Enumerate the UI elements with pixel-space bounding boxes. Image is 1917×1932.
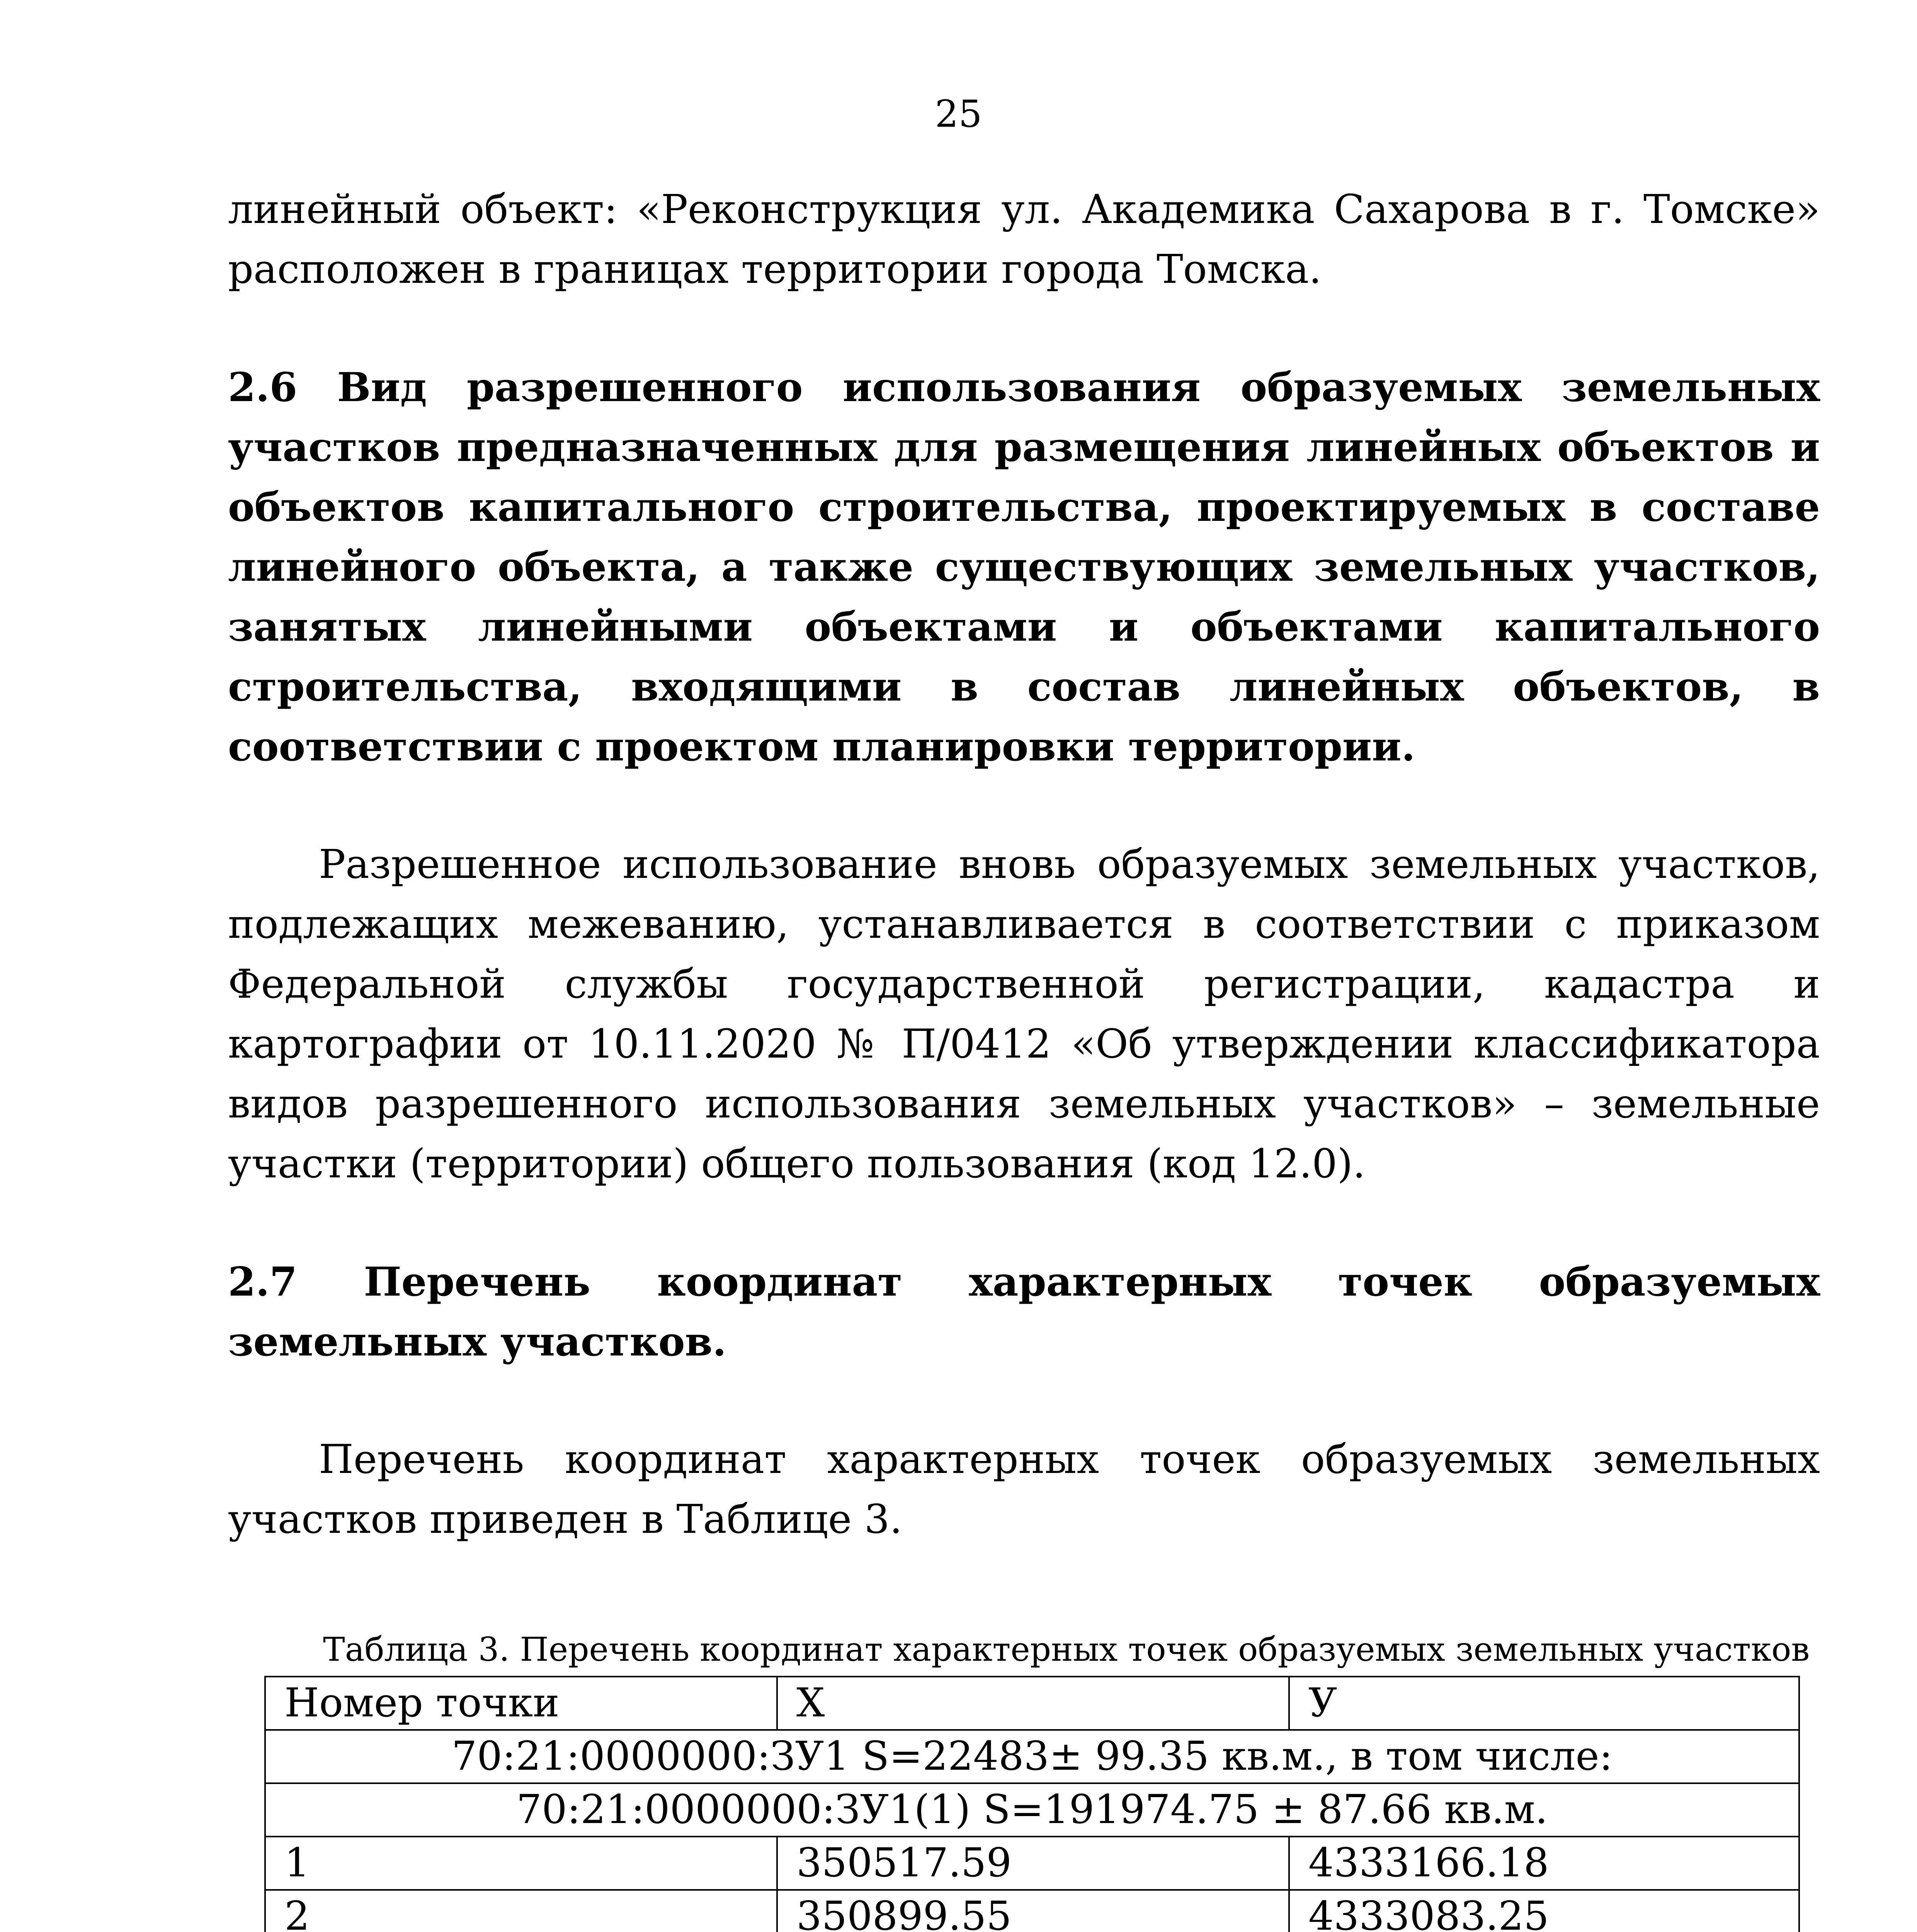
x-coordinate-cell: 350517.59: [777, 1837, 1289, 1890]
page-content: [228, 180, 1820, 1932]
point-number-cell: 2: [265, 1890, 777, 1932]
table-header-row: [265, 1677, 1799, 1730]
y-coordinate-cell: 4333083.25: [1289, 1890, 1799, 1932]
header-y: У: [1289, 1677, 1799, 1730]
x-coordinate-cell: 350899.55: [777, 1890, 1289, 1932]
section-2-7-body: Перечень координат характерных точек образуемых земельных участков приведен в Таблице 3.: [228, 1436, 1820, 1543]
table-row: [265, 1837, 1799, 1890]
y-coordinate-cell: 4333166.18: [1289, 1837, 1799, 1890]
table-group-row: [265, 1783, 1799, 1837]
section-2-7-heading: 2.7 Перечень координат характерных точек образуемых земельных участков.: [228, 1259, 1820, 1365]
table-group-row: [265, 1730, 1799, 1783]
parcel-part-label: 70:21:0000000:ЗУ1(1) S=191974.75 ± 87.66 кв.м.: [265, 1783, 1799, 1837]
header-x: X: [777, 1677, 1289, 1730]
table-row: [265, 1890, 1799, 1932]
section-2-6-heading: 2.6 Вид разрешенного использования образуемых земельных участков предназначенных для размещения линейных объектов и объектов капитального строительства, проектируемых в составе линейного объекта, а также существующих земельных участков, занятых линейными объектами и объектами капитального строительства, входящими в состав линейных объектов, в соответствии с проектом планировки территории.: [228, 364, 1820, 770]
coordinates-table: [264, 1676, 1800, 1932]
header-point-number: Номер точки: [265, 1677, 777, 1730]
point-number-cell: 1: [265, 1837, 777, 1890]
page-number: 25: [935, 92, 982, 136]
section-2-6-body: Разрешенное использование вновь образуемых земельных участков, подлежащих межеванию, устанавливается в соответствии с приказом Федеральной службы государственной регистрации, кадастра и картографии от 10.11.2020 № П/0412 «Об утверждении классификатора видов разрешенного использования земельных участков» – земельные участки (территории) общего пользования (код 12.0).: [228, 841, 1820, 1187]
table-caption: Таблица 3. Перечень координат характерных точек образуемых земельных участков: [323, 1631, 1810, 1669]
parcel-total-label: 70:21:0000000:ЗУ1 S=22483± 99.35 кв.м., в том числе:: [265, 1730, 1799, 1783]
intro-paragraph: линейный объект: «Реконструкция ул. Академика Сахарова в г. Томске» расположен в границах территории города Томска.: [228, 186, 1820, 293]
